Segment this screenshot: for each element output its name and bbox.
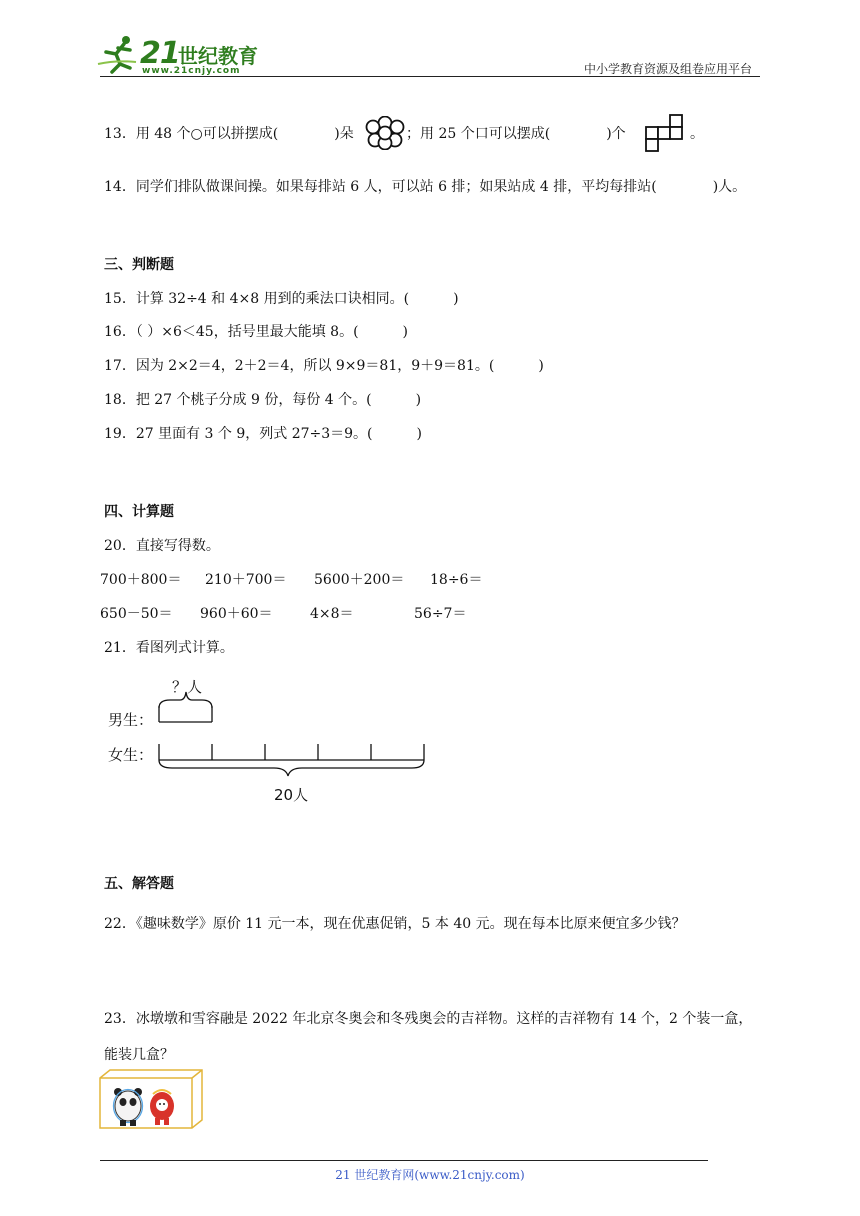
calc-item: 700＋800＝ — [100, 572, 182, 588]
q13-part1: 13．用 48 个○可以拼摆成( — [104, 126, 279, 142]
section-answer-title: 五、解答题 — [104, 876, 174, 892]
calc-item: 18÷6＝ — [430, 572, 483, 588]
q13-part4: )个 — [606, 126, 626, 142]
question-21: 21．看图列式计算。 — [104, 640, 234, 656]
diagram-boys-label: 男生： — [108, 711, 154, 729]
q13-part3: ；用 25 个口可以摆成( — [406, 126, 551, 142]
total-brace — [159, 760, 424, 776]
question-13 — [104, 123, 354, 143]
logo-number: 21 — [140, 36, 180, 71]
header-platform-text: 中小学教育资源及组卷应用平台 — [583, 62, 752, 76]
question-19: 19．27 里面有 3 个 9，列式 27÷3＝9。( ) — [104, 426, 422, 442]
boys-brace — [159, 692, 212, 708]
squares-shape-icon — [642, 113, 684, 157]
section-calc-title: 四、计算题 — [104, 504, 174, 520]
line-segment-diagram — [150, 690, 440, 790]
q13-end: 。 — [690, 126, 704, 142]
calc-item: 650－50＝ — [100, 606, 173, 622]
diagram-total-label: 20人 — [274, 786, 309, 804]
question-22: 22．《趣味数学》原价 11 元一本，现在优惠促销，5 本 40 元。现在每本比原来便宜多少钱？ — [104, 916, 686, 932]
question-14 — [104, 176, 746, 196]
question-23-line2: 能装几盒？ — [104, 1047, 174, 1063]
question-23-line1: 23．冰墩墩和雪容融是 2022 年北京冬奥会和冬残奥会的吉祥物。这样的吉祥物有 14 个，2 个装一盒， — [104, 1011, 753, 1027]
question-17: 17．因为 2×2＝4，2＋2＝4，所以 9×9＝81，9＋9＝81。( ) — [104, 358, 544, 374]
question-20: 20．直接写得数。 — [104, 538, 220, 554]
q14-text: 14．同学们排队做课间操。如果每排站 6 人，可以站 6 排；如果站成 4 排，平均每排站( — [104, 179, 657, 195]
calc-item: 4×8＝ — [310, 606, 354, 622]
question-18: 18．把 27 个桃子分成 9 份，每份 4 个。( ) — [104, 392, 422, 408]
flower-icon — [364, 116, 406, 154]
diagram-girls-label: 女生： — [108, 746, 154, 764]
footer-divider — [100, 1160, 708, 1161]
q14-end: )人。 — [712, 179, 747, 195]
calc-item: 960＋60＝ — [200, 606, 273, 622]
footer-text: 21 世纪教育网(www.21cnjy.com) — [335, 1168, 525, 1182]
girls-bar — [159, 744, 424, 760]
logo-text: 世纪教育 — [178, 44, 258, 68]
question-13-second — [406, 123, 626, 143]
calc-item: 5600＋200＝ — [314, 572, 405, 588]
diagram-question-label: ？人 — [172, 678, 203, 696]
question-15: 15．计算 32÷4 和 4×8 用到的乘法口诀相同。( ) — [104, 291, 459, 307]
calc-item: 56÷7＝ — [414, 606, 467, 622]
q13-part2: )朵 — [334, 126, 354, 142]
section-judge-title: 三、判断题 — [104, 257, 174, 273]
header-divider — [100, 76, 760, 77]
logo-url: www.21cnjy.com — [142, 66, 241, 76]
mascot-box-image — [98, 1068, 204, 1134]
logo-runner-icon — [96, 34, 140, 78]
calc-item: 210＋700＝ — [205, 572, 287, 588]
question-16: 16．（ ）×6＜45，括号里最大能填 8。( ) — [104, 324, 409, 340]
